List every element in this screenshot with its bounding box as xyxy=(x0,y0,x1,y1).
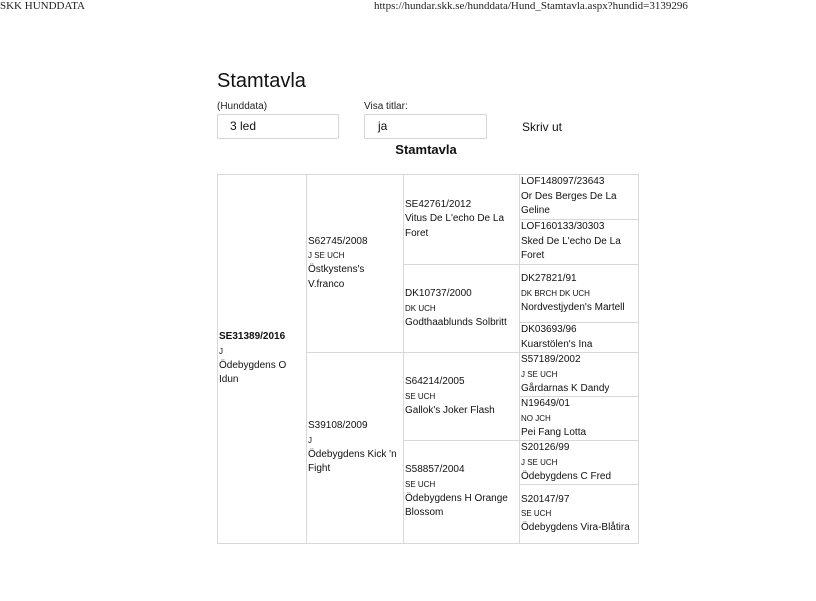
reg-number: S20147/97 xyxy=(521,493,570,505)
dog-name: Ödebygdens C Fred xyxy=(521,470,612,482)
dog-name: Östkystens's V.franco xyxy=(308,264,365,290)
titles: NO JCH xyxy=(521,413,551,423)
page-url: https://hundar.skk.se/hunddata/Hund_Stamtavla.aspx?hundid=3139296 xyxy=(374,0,688,12)
dog-name: Sked De L'echo De La Foret xyxy=(521,235,621,262)
dog-name: Gårdarnas K Dandy xyxy=(521,382,610,394)
reg-number: S39108/2009 xyxy=(308,420,368,432)
titles-label: Visa titlar: xyxy=(364,101,408,112)
print-button[interactable]: Skriv ut xyxy=(522,120,563,134)
pedigree-dam-dam[interactable] xyxy=(404,441,520,544)
generations-select[interactable]: 3 led xyxy=(217,114,339,139)
pedigree-sire[interactable] xyxy=(307,175,404,353)
titles: SE UCH xyxy=(521,509,552,518)
titles: DK UCH xyxy=(405,303,436,313)
dog-name: Gallok's Joker Flash xyxy=(405,404,495,416)
titles: J SE UCH xyxy=(521,369,558,379)
site-header: SKK HUNDDATA xyxy=(0,0,85,12)
dog-name: Vitus De L'echo De La Foret xyxy=(405,213,505,239)
pedigree-title: Stamtavla xyxy=(395,142,457,157)
titles: J SE UCH xyxy=(521,457,558,467)
titles: SE UCH xyxy=(405,479,436,489)
pedigree-ssd[interactable] xyxy=(520,220,639,265)
pedigree-table xyxy=(217,174,639,544)
reg-number: LOF160133/30303 xyxy=(521,221,605,233)
generations-label: (Hunddata) xyxy=(217,101,268,112)
reg-number: SE42761/2012 xyxy=(405,198,472,210)
reg-number: DK27821/91 xyxy=(521,273,577,284)
reg-number: S64214/2005 xyxy=(405,376,465,387)
reg-number: DK03693/96 xyxy=(521,324,577,335)
reg-number: N19649/01 xyxy=(521,398,570,409)
dog-name: Ödebygdens Vira-Blåtira xyxy=(521,522,630,533)
reg-number: DK10737/2000 xyxy=(405,288,472,299)
pedigree-sire-sire[interactable] xyxy=(404,175,520,265)
reg-number: S20126/99 xyxy=(521,442,570,453)
pedigree-sire-dam[interactable] xyxy=(404,265,520,353)
page-title: Stamtavla xyxy=(217,70,306,92)
reg-number: S58857/2004 xyxy=(405,464,465,476)
reg-number: S57189/2002 xyxy=(521,354,581,365)
dog-name: Ödebygdens H Orange Blossom xyxy=(405,492,508,519)
pedigree-sss[interactable] xyxy=(520,175,639,220)
dog-name: Or Des Berges De La Geline xyxy=(521,190,617,217)
pedigree-dss[interactable] xyxy=(520,353,639,397)
titles: DK BRCH DK UCH xyxy=(521,288,590,298)
dog-name: Ödebygdens O Idun xyxy=(219,359,287,386)
pedigree-sdd[interactable] xyxy=(520,323,639,353)
titles-select[interactable]: ja xyxy=(364,114,487,139)
pedigree-dsd[interactable] xyxy=(520,397,639,441)
reg-number: S62745/2008 xyxy=(308,235,368,247)
pedigree-dam-sire[interactable] xyxy=(404,353,520,441)
reg-number: LOF148097/23643 xyxy=(521,176,605,188)
pedigree-dog[interactable] xyxy=(218,175,307,544)
dog-name: Kuarstölen's Ina xyxy=(521,338,593,350)
dog-name: Pei Fang Lotta xyxy=(521,426,587,438)
dog-name: Ödebygdens Kick 'n Fight xyxy=(308,448,397,475)
pedigree-dds[interactable] xyxy=(520,441,639,485)
titles: J xyxy=(308,435,312,445)
pedigree-dam[interactable] xyxy=(307,353,404,544)
pedigree-ddd[interactable] xyxy=(520,485,639,544)
reg-number: SE31389/2016 xyxy=(219,331,286,343)
titles: SE UCH xyxy=(405,391,436,401)
dog-name: Godthaablunds Solbritt xyxy=(405,316,507,328)
dog-name: Nordvestjyden's Martell xyxy=(521,301,625,313)
titles: J xyxy=(219,346,223,356)
titles: J SE UCH xyxy=(308,251,345,261)
pedigree-sds[interactable] xyxy=(520,265,639,323)
